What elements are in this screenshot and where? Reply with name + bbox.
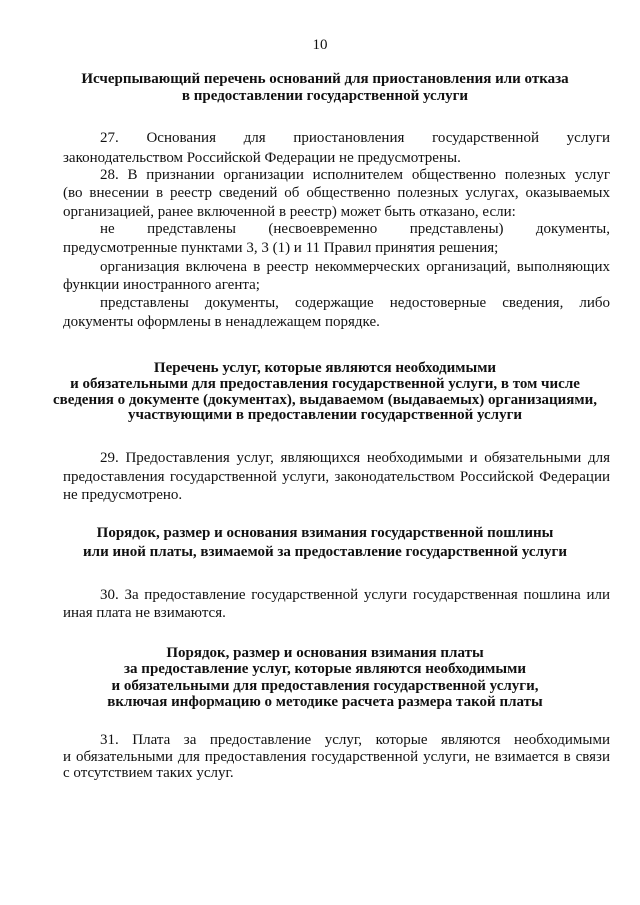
heading-line: за предоставление услуг, которые являются необходимыми [124,661,526,677]
heading-line: Исчерпывающий перечень оснований для приостановления или отказа [81,71,569,87]
text-line: функции иностранного агента; [63,277,260,293]
text-line: (во внесении в реестр сведений об общественно полезных услугах, оказываемых [63,185,610,201]
text-line: 28. В признании организации исполнителем общественно полезных услуг [100,167,610,183]
text-line: с отсутствием таких услуг. [63,765,234,781]
text-line: 29. Предоставления услуг, являющихся необходимыми и обязательными для [100,450,610,466]
heading-line: сведения о документе (документах), выдаваемом (выдаваемых) организациями, [52,392,598,408]
text-line: и обязательными для предоставления государственной услуги, не взимается в связи [63,749,610,765]
text-line: 31. Плата за предоставление услуг, которые являются необходимыми [100,732,610,748]
heading-line: и обязательными для предоставления государственной услуги, [111,678,539,694]
heading-line: включая информацию о методике расчета размера такой платы [107,694,543,710]
text-line: иная плата не взимаются. [63,605,226,621]
text-line: не представлены (несвоевременно представлены) документы, [100,221,610,237]
heading-line: Порядок, размер и основания взимания платы [166,645,484,661]
page-number: 10 [312,37,328,53]
heading-line: Перечень услуг, которые являются необходимыми [153,360,497,376]
text-line: документы оформлены в ненадлежащем порядке. [63,314,380,330]
text-line: представлены документы, содержащие недостоверные сведения, либо [100,295,610,311]
text-line: организацией, ранее включенной в реестр) может быть отказано, если: [63,204,516,220]
heading-line: или иной платы, взимаемой за предоставление государственной услуги [83,544,567,560]
text-line: законодательством Российской Федерации не предусмотрены. [63,150,461,166]
text-line: 27. Основания для приостановления государственной услуги [100,130,610,146]
heading-line: и обязательными для предоставления государственной услуги, в том числе [70,376,580,392]
text-line: предоставления государственной услуги, законодательством Российской Федерации [63,469,610,485]
text-line: предусмотренные пунктами 3, 3 (1) и 11 Правил принятия решения; [63,240,499,256]
text-line: не предусмотрено. [63,487,183,503]
heading-line: в предоставлении государственной услуги [181,88,469,104]
heading-line: участвующими в предоставлении государственной услуги [127,407,523,423]
heading-line: Порядок, размер и основания взимания государственной пошлины [96,525,554,541]
text-line: организация включена в реестр некоммерческих организаций, выполняющих [100,259,610,275]
text-line: 30. За предоставление государственной услуги государственная пошлина или [100,587,610,603]
